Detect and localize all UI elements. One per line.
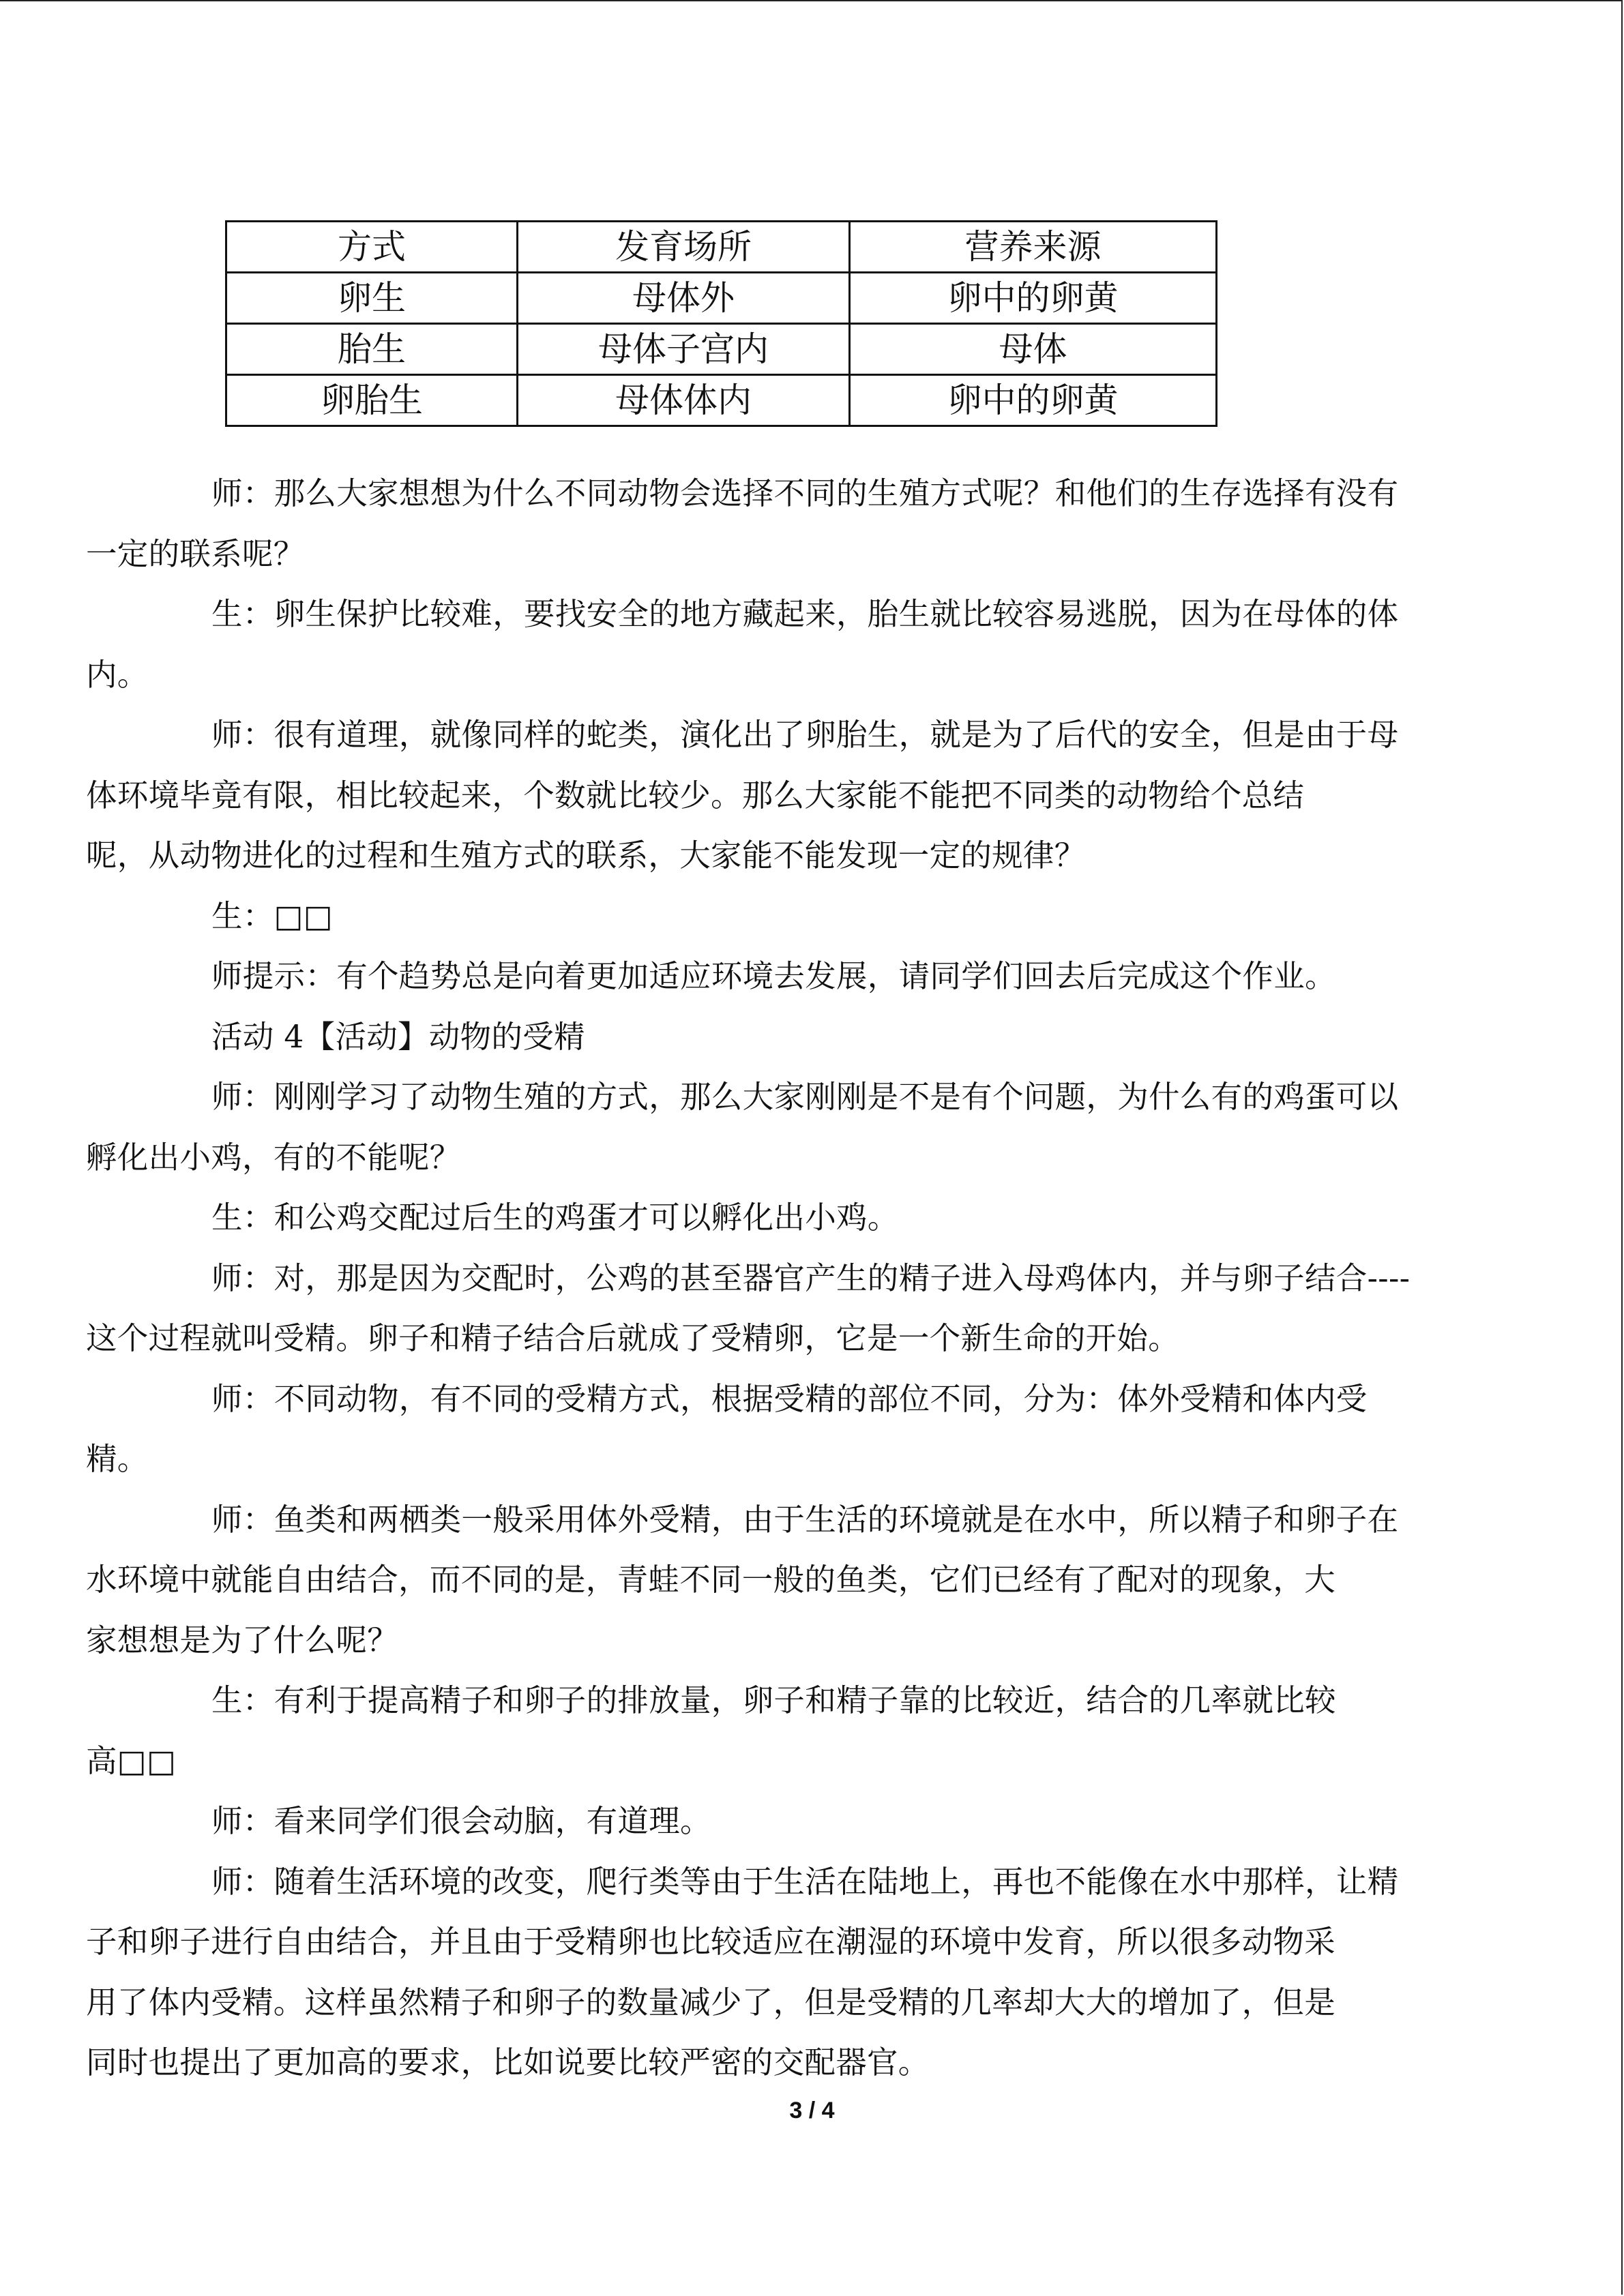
paragraph <box>86 584 1472 705</box>
table-row <box>226 375 1217 426</box>
text-line: 精。 <box>86 1441 149 1477</box>
paragraph <box>86 1490 1472 1671</box>
table-header-cell: 发育场所 <box>518 222 850 273</box>
table-cell: 母体体内 <box>518 375 850 426</box>
table-cell: 母体 <box>850 324 1217 375</box>
text-line: 水环境中就能自由结合，而不同的是，青蛙不同一般的鱼类，它们已经有了配对的现象，大 <box>86 1562 1336 1598</box>
table-cell: 母体子宫内 <box>518 324 850 375</box>
text-line: 师：不同动物，有不同的受精方式，根据受精的部位不同，分为：体外受精和体内受 <box>211 1380 1368 1417</box>
text-line: 师：对，那是因为交配时，公鸡的甚至器官产生的精子进入母鸡体内，并与卵子结合---- <box>211 1259 1411 1296</box>
text-line: 师：很有道理，就像同样的蛇类，演化出了卵胎生，就是为了后代的安全，但是由于母 <box>211 717 1399 753</box>
paragraph <box>86 1369 1472 1490</box>
table-cell: 母体外 <box>518 273 850 324</box>
text-line: 师：随着生活环境的改变，爬行类等由于生活在陆地上，再也不能像在水中那样，让精 <box>211 1863 1399 1900</box>
table-row <box>226 273 1217 324</box>
text-line: 师：看来同学们很会动脑，有道理。 <box>211 1803 711 1839</box>
table-cell: 卵中的卵黄 <box>850 273 1217 324</box>
paragraph <box>149 1791 1472 1852</box>
paragraph <box>149 886 1472 947</box>
text-line: 高□□ <box>86 1742 177 1779</box>
text-line: 子和卵子进行自由结合，并且由于受精卵也比较适应在潮湿的环境中发育，所以很多动物采 <box>86 1924 1336 1960</box>
text-line: 生：卵生保护比较难，要找安全的地方藏起来，胎生就比较容易逃脱，因为在母体的体 <box>211 596 1399 632</box>
paragraph <box>149 1188 1472 1249</box>
text-line: 师：刚刚学习了动物生殖的方式，那么大家刚刚是不是有个问题，为什么有的鸡蛋可以 <box>211 1079 1399 1115</box>
paragraph <box>86 1852 1472 2093</box>
table-cell: 卵中的卵黄 <box>850 375 1217 426</box>
text-line: 活动 4【活动】动物的受精 <box>211 1018 585 1055</box>
table-cell: 卵胎生 <box>226 375 518 426</box>
text-line: 呢，从动物进化的过程和生殖方式的联系，大家能不能发现一定的规律？ <box>86 837 1086 874</box>
text-line: 生：□□ <box>211 897 334 934</box>
text-line: 孵化出小鸡，有的不能呢？ <box>86 1139 461 1176</box>
table-cell: 卵生 <box>226 273 518 324</box>
table-row <box>226 324 1217 375</box>
lesson-body-text <box>86 464 1472 2093</box>
text-line: 师：鱼类和两栖类一般采用体外受精，由于生活的环境就是在水中，所以精子和卵子在 <box>211 1501 1399 1538</box>
paragraph <box>86 705 1472 886</box>
text-line: 用了体内受精。这样虽然精子和卵子的数量减少了，但是受精的几率却大大的增加了，但是 <box>86 1984 1336 2021</box>
text-line: 这个过程就叫受精。卵子和精子结合后就成了受精卵，它是一个新生命的开始。 <box>86 1320 1180 1356</box>
paragraph <box>86 1249 1472 1369</box>
paragraph <box>86 1067 1472 1188</box>
paragraph <box>86 464 1472 584</box>
table-header-cell: 方式 <box>226 222 518 273</box>
activity-heading <box>149 1007 1472 1068</box>
text-line: 生：有利于提高精子和卵子的排放量，卵子和精子靠的比较近，结合的几率就比较 <box>211 1682 1336 1718</box>
page-number: 3 / 4 <box>789 2098 835 2123</box>
text-line: 一定的联系呢？ <box>86 535 305 572</box>
text-line: 生：和公鸡交配过后生的鸡蛋才可以孵化出小鸡。 <box>211 1199 899 1236</box>
table-header-row <box>226 222 1217 273</box>
text-line: 同时也提出了更加高的要求，比如说要比较严密的交配器官。 <box>86 2044 930 2081</box>
text-line: 师：那么大家想想为什么不同动物会选择不同的生殖方式呢？和他们的生存选择有没有 <box>211 475 1399 511</box>
text-line: 师提示：有个趋势总是向着更加适应环境去发展，请同学们回去后完成这个作业。 <box>211 958 1336 994</box>
reproduction-methods-table <box>225 220 1217 427</box>
paragraph <box>86 1671 1472 1791</box>
table-cell: 胎生 <box>226 324 518 375</box>
paragraph <box>149 946 1472 1007</box>
text-line: 体环境毕竟有限，相比较起来，个数就比较少。那么大家能不能把不同类的动物给个总结 <box>86 777 1305 814</box>
table-header-cell: 营养来源 <box>850 222 1217 273</box>
text-line: 家想想是为了什么呢？ <box>86 1622 399 1658</box>
text-line: 内。 <box>86 656 149 693</box>
